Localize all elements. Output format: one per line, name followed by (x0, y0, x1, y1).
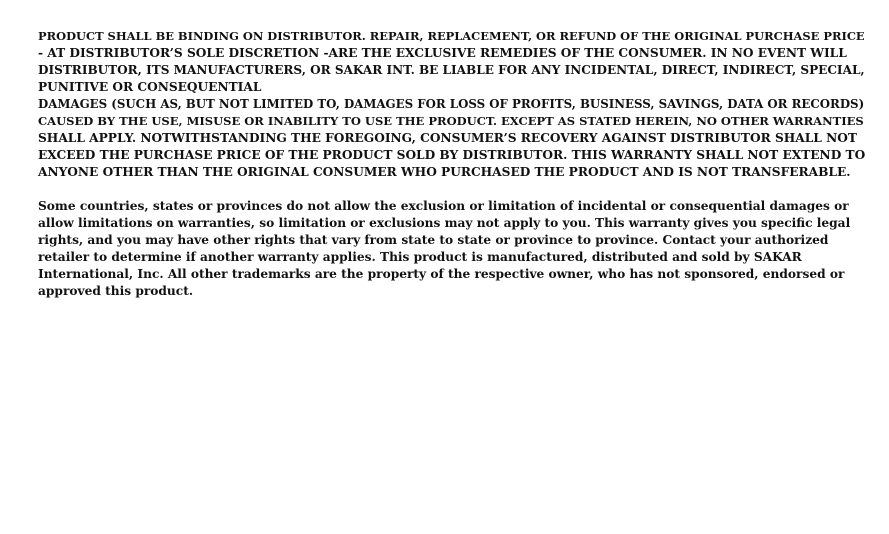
liability-line-2: - AT DISTRIBUTOR’S SOLE DISCRETION -ARE THE EXCLUSIVE REMEDIES OF THE CONSUMER. IN NO EVENT WILL (38, 46, 847, 60)
liability-line-8: EXCEED THE PURCHASE PRICE OF THE PRODUCT SOLD BY DISTRIBUTOR. THIS WARRANTY SHALL NOT EXTEND TO (38, 148, 866, 162)
liability-paragraph (38, 28, 868, 181)
rights-paragraph (38, 198, 868, 300)
rights-line-4: retailer to determine if another warranty applies. This product is manufactured, distributed and sold by SAKAR (38, 250, 802, 264)
liability-line-7: SHALL APPLY. NOTWITHSTANDING THE FOREGOING, CONSUMER’S RECOVERY AGAINST DISTRIBUTOR SHALL NOT (38, 131, 857, 145)
warranty-document (38, 28, 868, 300)
liability-line-5: DAMAGES (SUCH AS, BUT NOT LIMITED TO, DAMAGES FOR LOSS OF PROFITS, BUSINESS, SAVINGS, DATA OR RECORDS) (38, 97, 865, 111)
liability-line-6: CAUSED BY THE USE, MISUSE OR INABILITY TO USE THE PRODUCT. EXCEPT AS STATED HEREIN, NO OTHER WARRANTIES (38, 114, 864, 128)
liability-line-3: DISTRIBUTOR, ITS MANUFACTURERS, OR SAKAR INT. BE LIABLE FOR ANY INCIDENTAL, DIRECT, INDIRECT, SPECIAL, (38, 63, 865, 77)
rights-line-6: approved this product. (38, 284, 194, 298)
rights-line-1: Some countries, states or provinces do not allow the exclusion or limitation of incidental or consequential damages or (38, 199, 849, 213)
rights-line-3: rights, and you may have other rights that vary from state to state or province to province. Contact your authorized (38, 233, 829, 247)
liability-line-1: PRODUCT SHALL BE BINDING ON DISTRIBUTOR. REPAIR, REPLACEMENT, OR REFUND OF THE ORIGINAL PURCHASE PRICE (38, 29, 865, 43)
rights-line-5: International, Inc. All other trademarks are the property of the respective owner, who has not sponsored, endorsed or (38, 267, 845, 281)
paragraph-spacer (38, 181, 868, 198)
liability-line-9: ANYONE OTHER THAN THE ORIGINAL CONSUMER WHO PURCHASED THE PRODUCT AND IS NOT TRANSFERABLE. (38, 165, 851, 179)
liability-line-4: PUNITIVE OR CONSEQUENTIAL (38, 80, 262, 94)
rights-line-2: allow limitations on warranties, so limitation or exclusions may not apply to you. This warranty gives you specific legal (38, 216, 851, 230)
